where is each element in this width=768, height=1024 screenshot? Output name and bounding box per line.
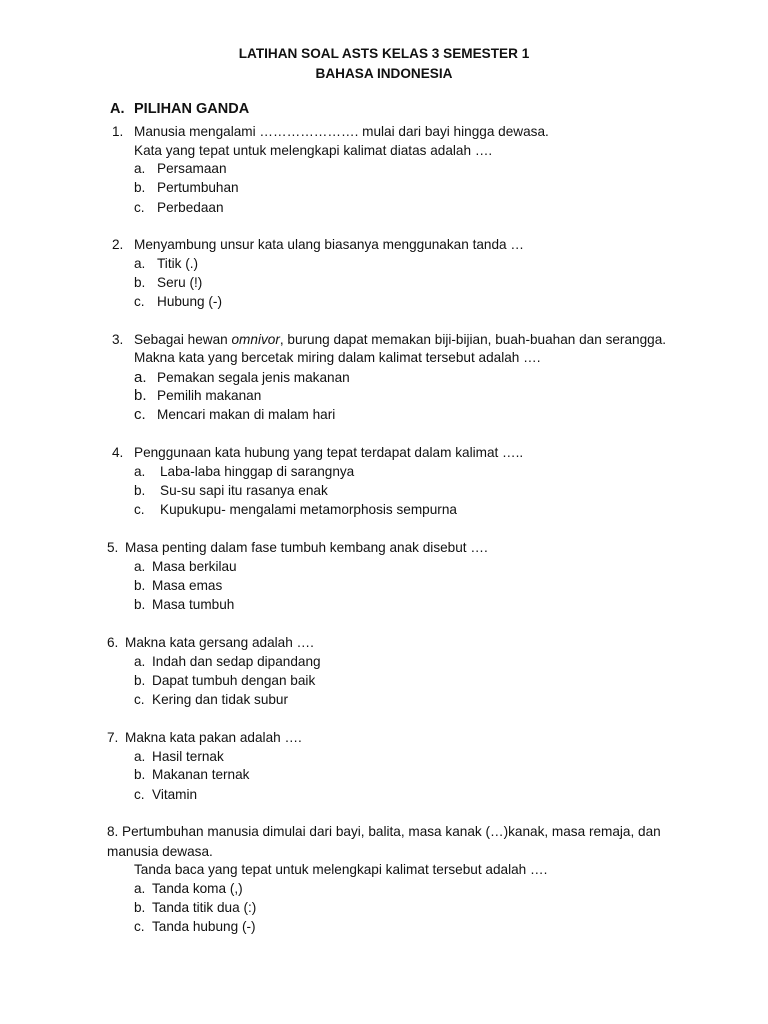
question-text-line2: Kata yang tepat untuk melengkapi kalimat diatas adalah …. bbox=[134, 143, 493, 158]
question-text bbox=[134, 330, 666, 349]
option-letter: b. bbox=[134, 180, 146, 195]
option-letter: a. bbox=[134, 881, 146, 896]
option-letter: c. bbox=[134, 787, 145, 802]
question-text-line2: Tanda baca yang tepat untuk melengkapi kalimat tersebut adalah …. bbox=[134, 862, 548, 877]
option-letter: a. bbox=[134, 559, 146, 574]
option-text: Tanda titik dua (:) bbox=[152, 900, 257, 915]
option-letter: a. bbox=[134, 749, 146, 764]
option-text: Perbedaan bbox=[157, 200, 224, 215]
italic-term: omnivor bbox=[231, 332, 280, 347]
question-text: Menyambung unsur kata ulang biasanya menggunakan tanda … bbox=[134, 237, 524, 252]
question-text: Pertumbuhan manusia dimulai dari bayi, balita, masa kanak (…)kanak, masa remaja, dan bbox=[122, 824, 661, 839]
question-number: 6. bbox=[107, 635, 119, 650]
option-letter: a. bbox=[134, 161, 146, 176]
option-letter: c. bbox=[134, 200, 145, 215]
option-text: Persamaan bbox=[157, 161, 227, 176]
option-text: Masa tumbuh bbox=[152, 597, 235, 612]
question-number: 2. bbox=[112, 237, 124, 252]
option-letter: b. bbox=[134, 767, 146, 782]
question-number: 4. bbox=[112, 445, 124, 460]
option-text: Dapat tumbuh dengan baik bbox=[152, 673, 316, 688]
option-text: Su-su sapi itu rasanya enak bbox=[160, 483, 328, 498]
option-letter: b. bbox=[134, 578, 146, 593]
option-letter: b. bbox=[134, 673, 146, 688]
option-text: Tanda hubung (-) bbox=[152, 919, 256, 934]
option-letter: a. bbox=[134, 464, 146, 479]
question-text-part: , burung dapat memakan biji-bijian, buah-buahan dan serangga. bbox=[279, 332, 667, 347]
option-text: Laba-laba hinggap di sarangnya bbox=[160, 464, 355, 479]
option-letter: b. bbox=[134, 900, 146, 915]
option-letter: b. bbox=[134, 275, 146, 290]
option-letter: b. bbox=[134, 387, 147, 404]
question-number: 1. bbox=[112, 124, 124, 139]
question-number: 5. bbox=[107, 540, 119, 555]
option-text: Tanda koma (,) bbox=[152, 881, 243, 896]
option-letter: c. bbox=[134, 502, 145, 517]
option-letter: a. bbox=[134, 369, 147, 386]
option-letter: c. bbox=[134, 919, 145, 934]
option-text: Hasil ternak bbox=[152, 749, 224, 764]
question-text: Makna kata gersang adalah …. bbox=[125, 635, 314, 650]
question-text: Makna kata pakan adalah …. bbox=[125, 730, 302, 745]
option-text: Kupukupu- mengalami metamorphosis sempurna bbox=[160, 502, 457, 517]
option-text: Pertumbuhan bbox=[157, 180, 239, 195]
option-letter: c. bbox=[134, 406, 146, 423]
option-text: Vitamin bbox=[152, 787, 198, 802]
question-text-wrap: manusia dewasa. bbox=[107, 844, 213, 859]
option-letter: b. bbox=[134, 483, 146, 498]
option-text: Pemakan segala jenis makanan bbox=[157, 370, 350, 385]
question-text: Manusia mengalami …………………. mulai dari bayi hingga dewasa. bbox=[134, 124, 549, 139]
document-subtitle: BAHASA INDONESIA bbox=[315, 66, 453, 81]
option-text: Makanan ternak bbox=[152, 767, 250, 782]
option-letter: a. bbox=[134, 256, 146, 271]
section-letter: A. bbox=[110, 101, 125, 117]
option-text: Seru (!) bbox=[157, 275, 203, 290]
option-letter: b. bbox=[134, 597, 146, 612]
question-text: Masa penting dalam fase tumbuh kembang anak disebut …. bbox=[125, 540, 488, 555]
option-text: Mencari makan di malam hari bbox=[157, 407, 336, 422]
document-title: LATIHAN SOAL ASTS KELAS 3 SEMESTER 1 bbox=[238, 46, 530, 61]
question-text-part: Sebagai hewan bbox=[134, 332, 232, 347]
option-text: Titik (.) bbox=[157, 256, 199, 271]
question-number: 3. bbox=[112, 332, 124, 347]
option-letter: a. bbox=[134, 654, 146, 669]
question-text-line2: Makna kata yang bercetak miring dalam kalimat tersebut adalah …. bbox=[134, 350, 541, 365]
question-number: 7. bbox=[107, 730, 119, 745]
option-text: Hubung (-) bbox=[157, 294, 222, 309]
option-text: Pemilih makanan bbox=[157, 388, 262, 403]
section-title: PILIHAN GANDA bbox=[134, 101, 250, 117]
option-letter: c. bbox=[134, 294, 145, 309]
question-number: 8. bbox=[107, 824, 119, 839]
section-heading bbox=[110, 101, 249, 117]
option-text: Masa berkilau bbox=[152, 559, 237, 574]
option-text: Masa emas bbox=[152, 578, 223, 593]
option-text: Kering dan tidak subur bbox=[152, 692, 289, 707]
question-text: Penggunaan kata hubung yang tepat terdapat dalam kalimat ….. bbox=[134, 445, 524, 460]
option-text: Indah dan sedap dipandang bbox=[152, 654, 321, 669]
option-letter: c. bbox=[134, 692, 145, 707]
